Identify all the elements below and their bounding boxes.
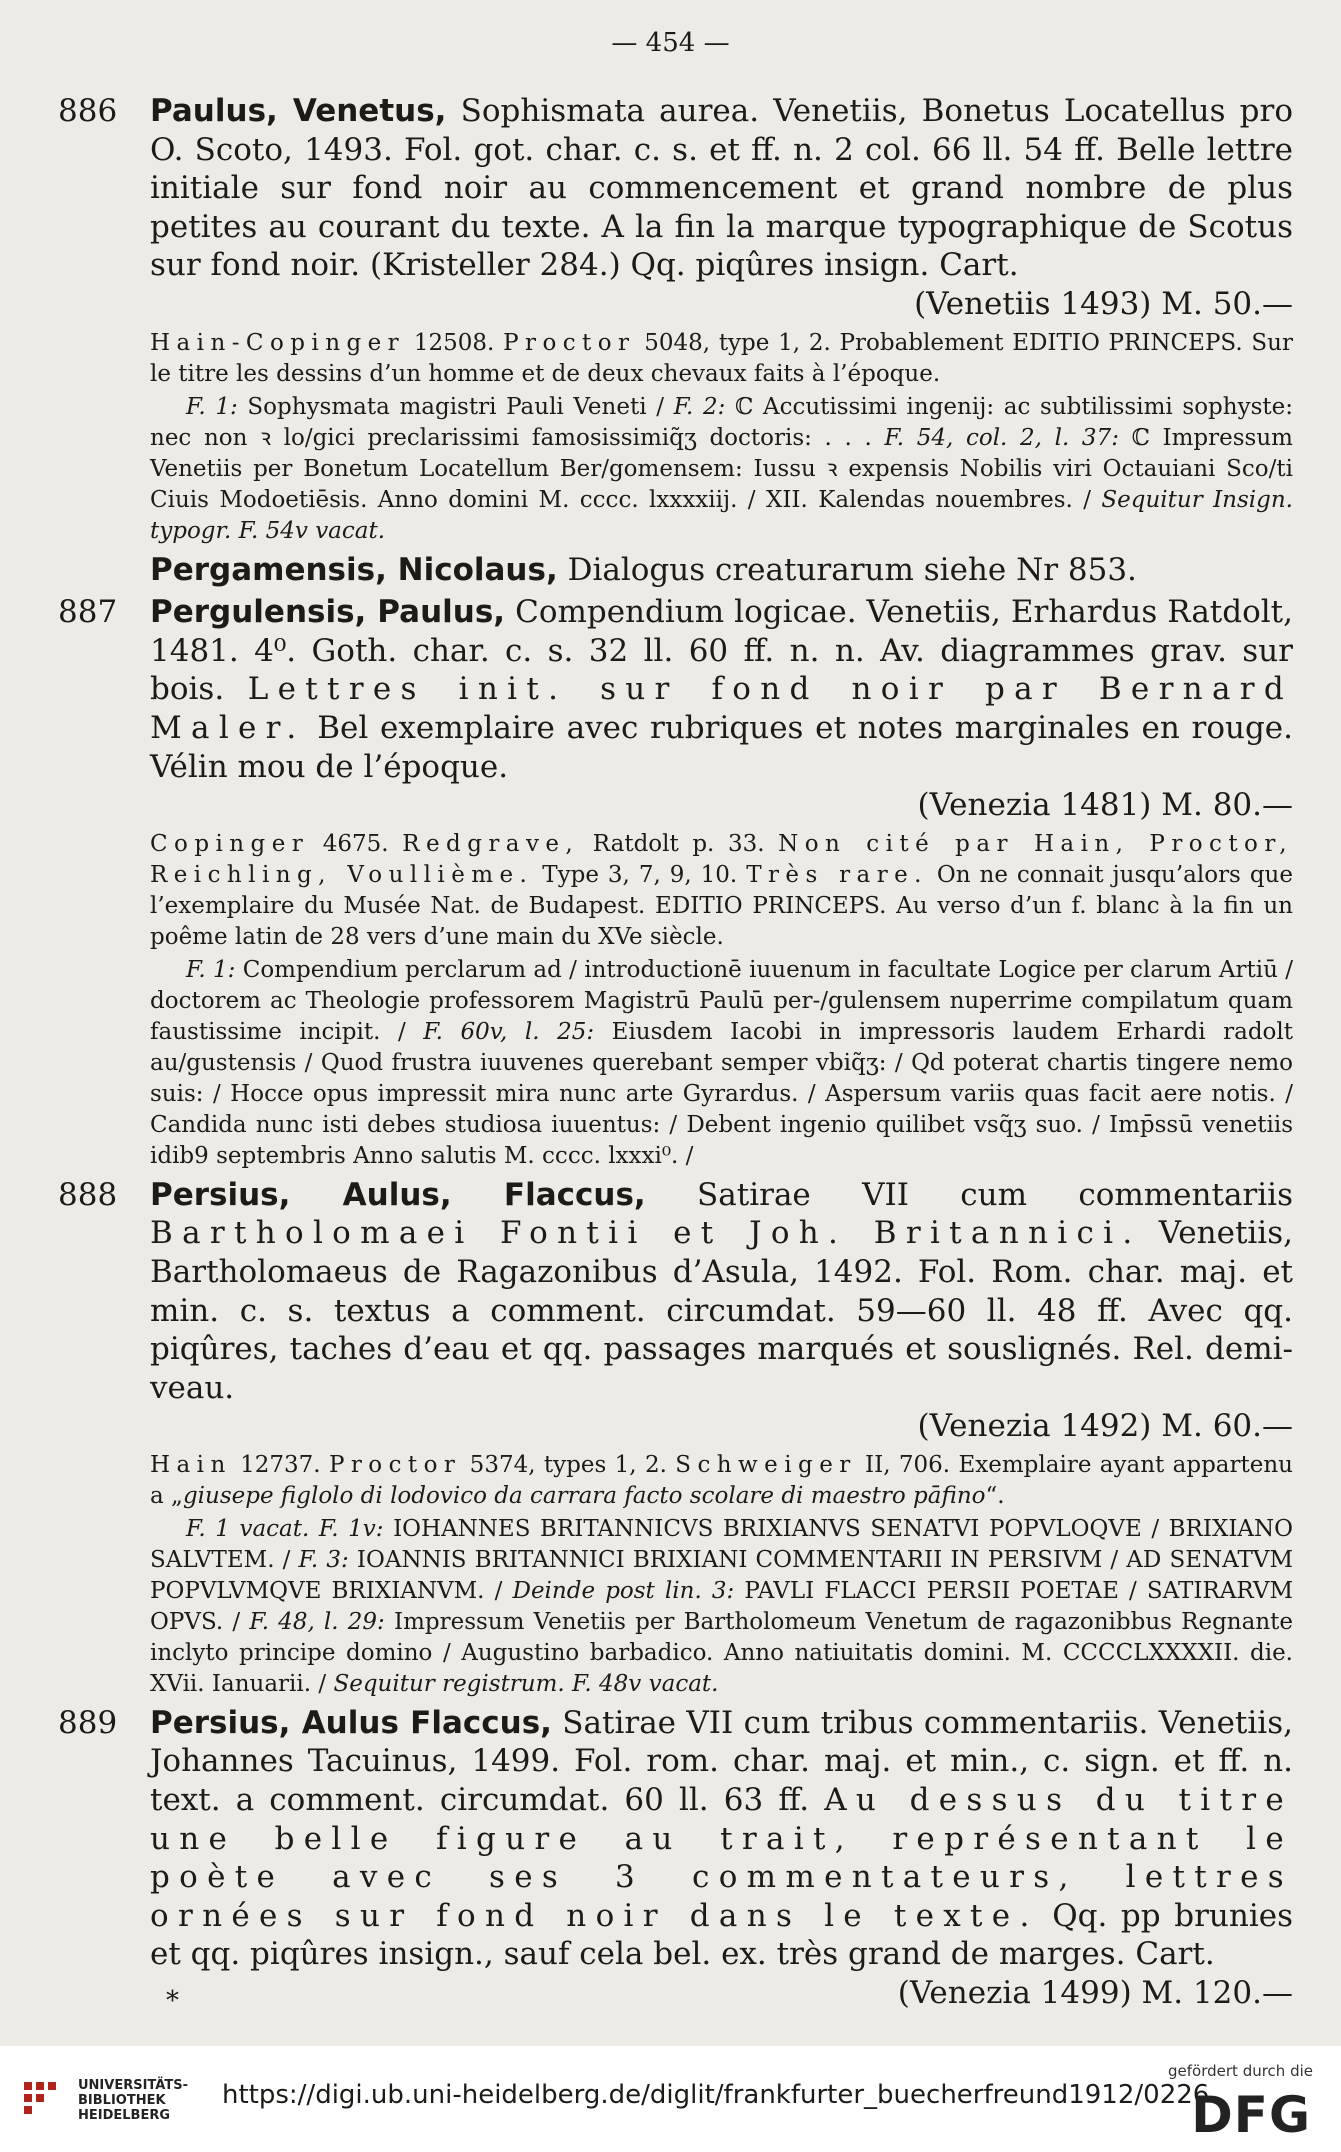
entry-description: Pergulensis, Paulus, Compendium logicae. Venetiis, Erhardus Ratdolt, 1481. 4⁰. Goth. char. c. s. 32 ll. 60 ff. n. n. Av. diagrammes grav. sur bois. Lettres init. sur fond noir par Bernard Maler. Bel exemplaire avec rubriques et notes marginales en rouge. Vélin mou de l’époque. xyxy=(150,594,1293,785)
catalogue-entry xyxy=(58,92,1293,547)
entry-references: Hain-Copinger 12508. Proctor 5048, type 1, 2. Probablement EDITIO PRINCEPS. Sur le titre les dessins d’un homme et de deux chevaux faits à l’époque. xyxy=(150,329,1293,387)
university-library-logo-icon xyxy=(22,2076,70,2124)
entry-description: Pergamensis, Nicolaus, Dialogus creaturarum siehe Nr 853. xyxy=(150,551,1137,588)
permalink-url[interactable]: https://digi.ub.uni-heidelberg.de/diglit/frankfurter_buecherfreund1912/0226 xyxy=(222,2080,1210,2110)
page-number: — 454 — xyxy=(611,28,730,58)
entry-number: 887 xyxy=(58,594,118,631)
funding-label: gefördert durch die xyxy=(1168,2062,1313,2080)
entry-description: Persius, Aulus, Flaccus, Satirae VII cum commentariis Bartholomaei Fontii et Joh. Britannici. Venetiis, Bartholomaeus de Ragazonibus d’Asula, 1492. Fol. Rom. char. maj. et min. c. s. textus a comment. circumdat. 59—60 ll. 48 ff. Avec qq. piqûres, taches d’eau et qq. passages marqués et souslignés. Rel. demi-veau. xyxy=(150,1176,1293,1406)
entry-transcription: F. 1 vacat. F. 1v: IOHANNES BRITANNICVS BRIXIANVS SENATVI POPVLOQVE / BRIXIANO SALVTEM. / F. 3: IOANNIS BRITANNICI BRIXIANI COMMENTARII IN PERSIVM / AD SENATVM POPVLVMQVE BRIXIANVM. / Deinde post lin. 3: PAVLI FLACCI PERSII POETAE / SATIRARVM OPVS. / F. 48, l. 29: Impressum Venetiis per Bartholomeum Venetum de ragazonibbus Regnante inclyto principe domino / Augustino barbadico. Anno natiuitatis domini. M. CCCCLXXXXII. die. XVii. Ianuarii. / Sequitur registrum. F. 48v vacat. xyxy=(150,1515,1294,1697)
catalogue-entry xyxy=(58,551,1293,590)
entry-price: (Venezia 1481) M. 80.— xyxy=(917,787,1293,824)
entry-price: (Venezia 1492) M. 60.— xyxy=(917,1408,1293,1445)
entry-number: 888 xyxy=(58,1176,118,1213)
footer-bar xyxy=(0,2046,1341,2152)
entry-transcription: F. 1: Sophysmata magistri Pauli Veneti / F. 2: ℂ Accutissimi ingenij: ac subtilissimi sophyste: nec non ꝛ lo/gici preclarissimi famosissimiq̃ʒ doctoris: . . . F. 54, col. 2, l. 37: ℂ Impressum Venetiis per Bonetum Locatellum Ber/gomensem: Iussu ꝛ expensis Nobilis viri Octauiani Sco/ti Ciuis Modoetiēsis. Anno domini M. cccc. lxxxxiij. / XII. Kalendas nouembres. / Sequitur Insign. typogr. F. 54v vacat. xyxy=(150,393,1293,544)
catalogue-entry xyxy=(58,1176,1293,1700)
entry-number: 886 xyxy=(58,93,118,129)
dfg-logo: DFG xyxy=(1191,2086,1311,2144)
footnote-star: * xyxy=(166,1986,179,2016)
entry-references: Copinger 4675. Redgrave, Ratdolt p. 33. Non cité par Hain, Proctor, Reichling, Voullième. Type 3, 7, 9, 10. Très rare. On ne connait jusqu’alors que l’exemplaire du Musée Nat. de Budapest. EDITIO PRINCEPS. Au verso d’un f. blanc à la fin un poême latin de 28 vers d’une main du XVe siècle. xyxy=(150,830,1294,950)
library-name: UNIVERSITÄTS- BIBLIOTHEK HEIDELBERG xyxy=(78,2078,188,2123)
catalogue-entries xyxy=(58,92,1293,2013)
entry-references: Hain 12737. Proctor 5374, types 1, 2. Schweiger II, 706. Exemplaire ayant appartenu a „giusepe figlolo di lodovico da carrara facto scolare di maestro pāfino“. xyxy=(150,1451,1293,1509)
catalogue-entry xyxy=(58,593,1293,1172)
entry-price: (Venetiis 1493) M. 50.— xyxy=(914,285,1293,322)
entry-number: 889 xyxy=(58,1704,118,1741)
catalogue-entry xyxy=(58,1704,1294,2012)
entry-transcription: F. 1: Compendium perclarum ad / introductionē iuuenum in facultate Logice per clarum Artiū / doctorem ac Theologie professorem Magistrū Paulū per-/gulensem nuperrime compilatum quam faustissime incipit. / F. 60v, l. 25: Eiusdem Iacobi in impressoris laudem Erhardi radolt au/gustensis / Quod frustra iuuvenes querebant semper vbiq̃ʒ: / Qd poterat chartis tingere nemo suis: / Hocce opus impressit mira nunc arte Gyrardus. / Aspersum variis quas facit aere notis. / Candida nunc isti debes studiosa iuuentus: / Debent ingenio quilibet vsq̃ʒ suo. / Imp̄ssū venetiis idib9 septembris Anno salutis M. cccc. lxxxi⁰. / xyxy=(150,956,1293,1169)
entry-description: Paulus, Venetus, Sophismata aurea. Venetiis, Bonetus Locatellus pro O. Scoto, 1493. Fol. got. char. c. s. et ff. n. 2 col. 66 ll. 54 ff. Belle lettre initiale sur fond noir au commencement et grand nombre de plus petites au courant du texte. A la fin la marque typographique de Scotus sur fond noir. (Kristeller 284.) Qq. piqûres insign. Cart. xyxy=(150,93,1293,284)
entry-description: Persius, Aulus Flaccus, Satirae VII cum tribus commentariis. Venetiis, Johannes Tacuinus, 1499. Fol. rom. char. maj. et min., c. sign. et ff. n. text. a comment. circumdat. 60 ll. 63 ff. Au dessus du titre une belle figure au trait, représentant le poète avec ses 3 commentateurs, lettres ornées sur fond noir dans le texte. Qq. pp brunies et qq. piqûres insign., sauf cela bel. ex. très grand de marges. Cart. (Venezia 1499) M. 120.— xyxy=(150,1704,1294,2012)
